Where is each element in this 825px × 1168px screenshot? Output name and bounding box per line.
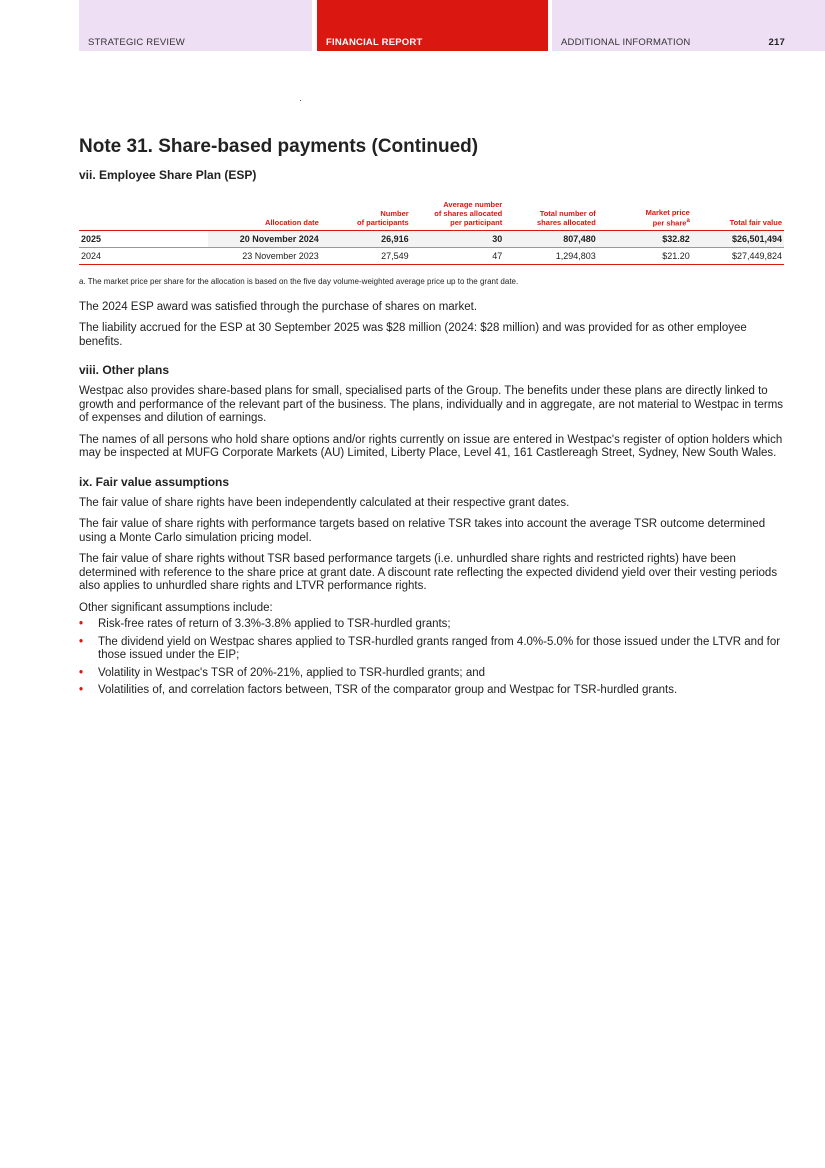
list-item-text: Volatilities of, and correlation factors between, TSR of the comparator group and Westpac for TSR-hurdled grants. <box>98 684 678 696</box>
bullet-icon: • <box>79 635 84 648</box>
fair-value-cell: $27,449,824 <box>692 248 784 265</box>
bullet-icon: • <box>79 666 84 679</box>
list-item-text: Volatility in Westpac's TSR of 20%-21%, applied to TSR-hurdled grants; and <box>98 666 486 679</box>
bullet-icon: • <box>79 684 84 696</box>
table-footnote: a. The market price per share for the allocation is based on the five day volume-weighted average price up to the grant date. <box>79 277 519 286</box>
participants-header: Number of participants <box>321 200 411 231</box>
list-item-text: The dividend yield on Westpac shares applied to TSR-hurdled grants ranged from 4.0%-5.0% for those issued under the LTVR and for those issued under the EIP; <box>98 635 781 661</box>
esp-paragraph-1: The 2024 ESP award was satisfied through the purchase of shares on market. <box>79 300 478 313</box>
total-shares-header: Total number of shares allocated <box>504 200 598 231</box>
esp-heading: vii. Employee Share Plan (ESP) <box>79 168 257 182</box>
list-item <box>79 636 784 663</box>
fair-value-paragraph-4: Other significant assumptions include: <box>79 601 273 614</box>
esp-table <box>79 200 784 265</box>
fair-value-header: Total fair value <box>692 200 784 231</box>
fair-value-cell: $26,501,494 <box>692 231 784 248</box>
footnote-marker: a <box>686 217 690 224</box>
total-shares-cell: 807,480 <box>504 231 598 248</box>
other-plans-heading: viii. Other plans <box>79 363 170 377</box>
allocation-date-cell: 20 November 2024 <box>208 231 321 248</box>
page-number: 217 <box>768 37 785 48</box>
year-column-header <box>79 200 208 231</box>
tab-financial-report[interactable] <box>317 0 548 51</box>
esp-table-header-row <box>79 200 784 231</box>
market-price-cell: $21.20 <box>598 248 692 265</box>
page-title: Note 31. Share-based payments (Continued) <box>79 136 479 157</box>
table-row <box>79 248 784 265</box>
esp-paragraph-2: The liability accrued for the ESP at 30 September 2025 was $28 million (2024: $28 million) and was provided for as other employee benefits. <box>79 322 747 348</box>
avg-shares-header: Average number of shares allocated per participant <box>411 200 505 231</box>
page-content <box>79 136 784 702</box>
table-row <box>79 231 784 248</box>
allocation-date-cell: 23 November 2023 <box>208 248 321 265</box>
fair-value-paragraph-1: The fair value of share rights have been independently calculated at their respective grant dates. <box>79 496 570 509</box>
list-item <box>79 684 784 698</box>
total-shares-cell: 1,294,803 <box>504 248 598 265</box>
tab-additional-information[interactable] <box>552 0 825 51</box>
assumptions-list <box>79 618 784 698</box>
fair-value-heading: ix. Fair value assumptions <box>79 474 230 489</box>
year-cell: 2024 <box>79 248 208 265</box>
list-item <box>79 618 784 632</box>
participants-cell: 27,549 <box>321 248 411 265</box>
participants-cell: 26,916 <box>321 231 411 248</box>
tab-strategic-review[interactable] <box>79 0 312 51</box>
avg-shares-cell: 47 <box>411 248 505 265</box>
tab-financial-label: FINANCIAL REPORT <box>326 37 423 48</box>
list-item-text: Risk-free rates of return of 3.3%-3.8% applied to TSR-hurdled grants; <box>98 618 451 630</box>
market-price-header: Market price per share$^a$ <box>598 200 692 231</box>
bullet-icon: • <box>79 618 84 630</box>
fair-value-paragraph-3: The fair value of share rights without TSR based performance targets (i.e. unhurdled share rights and restricted rights) have been determined with reference to the share price at grant date. A discount rate reflecting the expected dividend yield over their vesting periods also applies to unhurdled share rights and LTVR performance rights. <box>79 553 778 592</box>
year-cell: 2025 <box>79 231 208 248</box>
tab-additional-label: ADDITIONAL INFORMATION <box>561 37 691 48</box>
market-price-cell: $32.82 <box>598 231 692 248</box>
tab-strategic-label: STRATEGIC REVIEW <box>88 37 185 48</box>
other-plans-paragraph-2: The names of all persons who hold share options and/or rights currently on issue are entered in Westpac's register of option holders which may be inspected at MUFG Corporate Markets (AU) Limited, Liberty Place, Level 41, 161 Castlereagh Street, Sydney, New South Wales. <box>79 433 783 459</box>
allocation-date-header: Allocation date <box>208 200 321 231</box>
list-item <box>79 667 784 681</box>
other-plans-paragraph-1: Westpac also provides share-based plans for small, specialised parts of the Group. The benefits under these plans are directly linked to growth and performance of the relevant part of the business. The plans, individually and in aggregate, are not material to Westpac in terms of expenses and dilution of earnings. <box>79 385 784 424</box>
avg-shares-cell: 30 <box>411 231 505 248</box>
stray-dot <box>300 100 301 101</box>
fair-value-paragraph-2: The fair value of share rights with performance targets based on relative TSR takes into account the average TSR outcome determined using a Monte Carlo simulation pricing model. <box>79 518 766 544</box>
